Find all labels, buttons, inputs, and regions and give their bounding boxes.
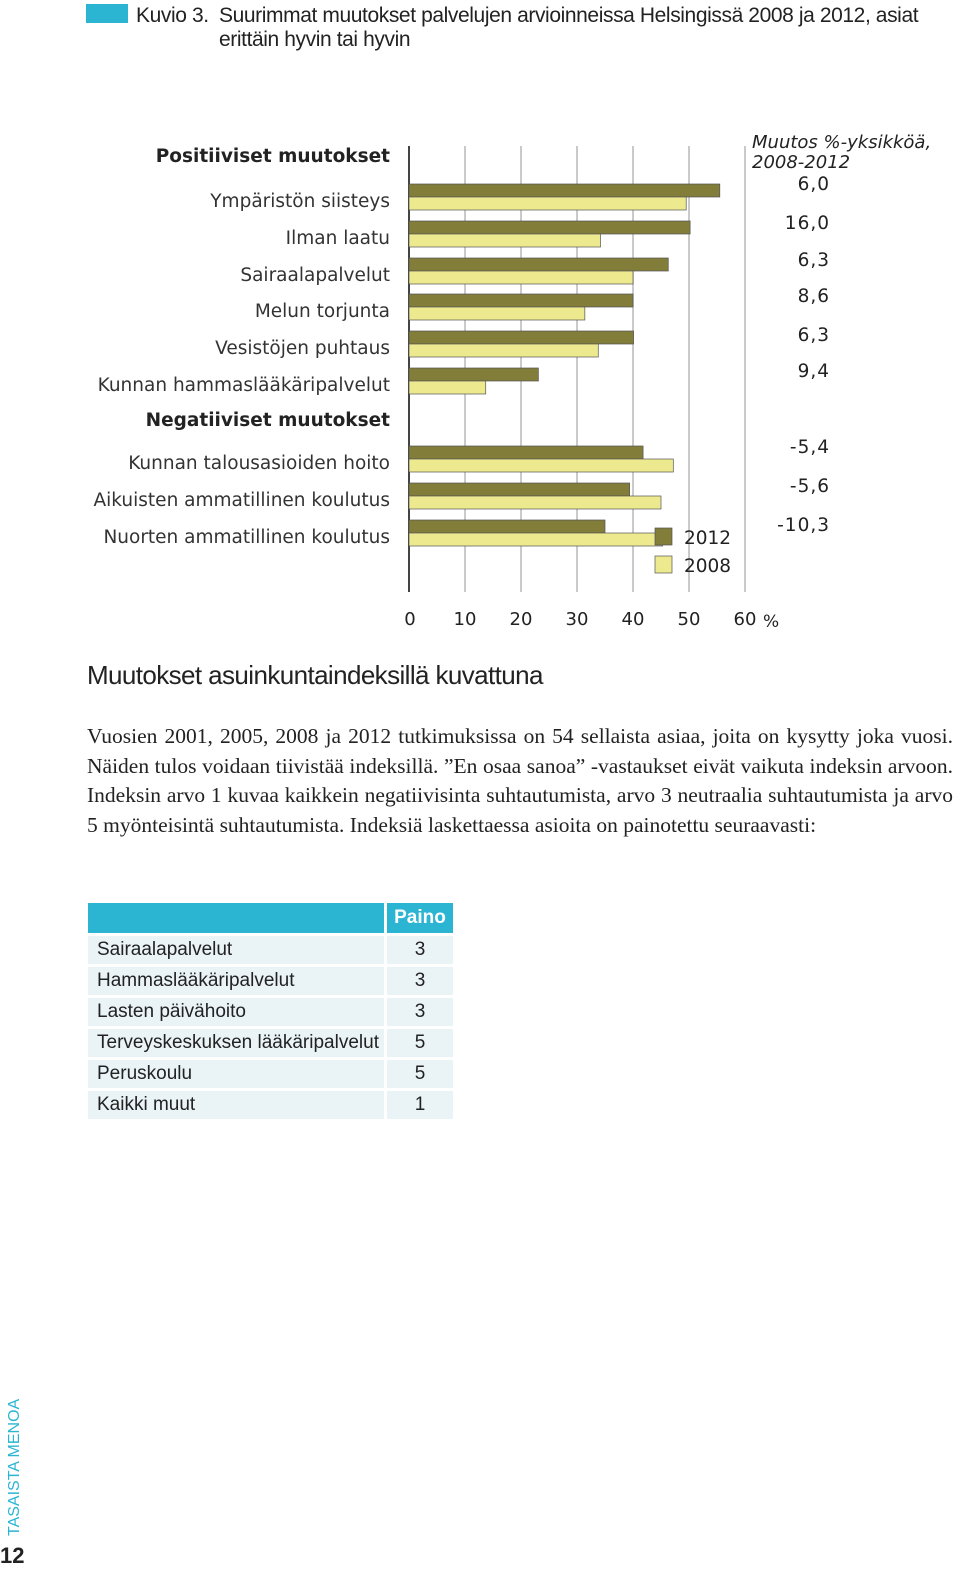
row-name: Hammaslääkäripalvelut: [88, 967, 384, 995]
category-label: Aikuisten ammatillinen koulutus: [93, 490, 390, 511]
table-row: [88, 936, 453, 964]
page-number: 12: [0, 1543, 25, 1568]
row-name: Sairaalapalvelut: [88, 936, 384, 964]
side-label-text: TASAISTA MENOA: [6, 1398, 23, 1536]
group-header: Positiiviset muutokset: [155, 146, 390, 167]
row-weight: 3: [384, 967, 453, 995]
category-label: Ilman laatu: [285, 228, 390, 249]
bar-2008: [409, 197, 686, 210]
change-label: 8,6: [797, 286, 830, 307]
bar-2012: [409, 446, 643, 459]
x-tick-label: 0: [404, 609, 416, 630]
bar-2008: [409, 533, 663, 546]
bar-2008: [409, 459, 673, 472]
bar-2012: [409, 294, 633, 307]
row-weight: 5: [384, 1029, 453, 1057]
change-label: 6,3: [797, 325, 830, 346]
change-label: 16,0: [784, 213, 830, 234]
bar-2012: [409, 184, 720, 197]
bar-2012: [409, 258, 668, 271]
section-heading: Muutokset asuinkuntaindeksillä kuvattuna: [87, 660, 543, 690]
change-label: 9,4: [797, 361, 830, 382]
row-name: Lasten päivähoito: [88, 998, 384, 1026]
bar-2012: [409, 331, 634, 344]
weights-weight-header: Paino: [384, 903, 453, 933]
row-name: Kaikki muut: [88, 1091, 384, 1119]
legend-label-2012: 2012: [684, 528, 732, 549]
x-tick-label: 20: [509, 609, 533, 630]
category-label: Kunnan hammaslääkäripalvelut: [97, 375, 390, 396]
bar-2012: [409, 520, 605, 533]
table-row: [88, 998, 453, 1026]
side-section-label: [3, 1398, 27, 1540]
x-tick-label: 30: [565, 609, 589, 630]
category-label: Melun torjunta: [254, 301, 390, 322]
group-header: Negatiiviset muutokset: [145, 410, 390, 431]
figure-marker: [86, 4, 128, 23]
figure-number: Kuvio 3.: [136, 4, 209, 27]
row-name: Terveyskeskuksen lääkäripalvelut: [88, 1029, 384, 1057]
change-label: 6,3: [797, 250, 830, 271]
table-row: [88, 1091, 453, 1119]
bar-2008: [409, 271, 633, 284]
x-tick-label: 40: [621, 609, 645, 630]
row-name: Peruskoulu: [88, 1060, 384, 1088]
change-label: -5,4: [789, 437, 830, 458]
change-header: Muutos %-yksikköä,: [752, 132, 932, 153]
change-header: 2008-2012: [752, 152, 851, 173]
bar-2008: [409, 496, 661, 509]
bar-2008: [409, 381, 486, 394]
change-label: -10,3: [777, 515, 830, 536]
bar-2012: [409, 483, 630, 496]
row-weight: 5: [384, 1060, 453, 1088]
change-label: 6,0: [797, 174, 830, 195]
section-paragraph: Vuosien 2001, 2005, 2008 ja 2012 tutkimuksissa on 54 sellaista asiaa, joita on kysytty joka vuosi. Näiden tulos voidaan tiivistää indeksillä. ”En osaa sanoa” -vastaukset eivät vaikuta indeksin arvoon. Indeksin arvo 1 kuvaa kaikkein negatiivisinta suhtautumista, arvo 3 neutraalia suhtautumista ja arvo 5 myönteisintä suhtautumista. Indeksiä laskettaessa asioita on painotettu seuraavasti:: [87, 724, 953, 837]
row-weight: 3: [384, 998, 453, 1026]
x-tick-label: 50: [677, 609, 701, 630]
category-label: Nuorten ammatillinen koulutus: [103, 527, 390, 548]
bar-2008: [409, 234, 601, 247]
x-axis-unit: %: [763, 612, 780, 632]
bar-chart: [0, 120, 960, 640]
category-label: Ympäristön siisteys: [210, 191, 390, 212]
x-tick-label: 60: [733, 609, 757, 630]
change-label: -5,6: [789, 476, 830, 497]
legend-swatch-2008: [655, 556, 672, 573]
legend-swatch-2012: [655, 528, 672, 545]
category-label: Sairaalapalvelut: [240, 265, 390, 286]
weights-name-header: [88, 903, 384, 933]
bar-2008: [409, 344, 598, 357]
table-row: [88, 1060, 453, 1088]
row-weight: 3: [384, 936, 453, 964]
bar-2012: [409, 221, 690, 234]
table-row: [88, 1029, 453, 1057]
category-label: Vesistöjen puhtaus: [215, 338, 390, 359]
bar-2012: [409, 368, 538, 381]
category-label: Kunnan talousasioiden hoito: [128, 453, 390, 474]
legend-label-2008: 2008: [684, 556, 732, 577]
bar-2008: [409, 307, 585, 320]
row-weight: 1: [384, 1091, 453, 1119]
x-tick-label: 10: [453, 609, 477, 630]
weights-table: [88, 900, 453, 1122]
figure-title: Suurimmat muutokset palvelujen arvioinneissa Helsingissä 2008 ja 2012, asiat erittäin hyvin tai hyvin: [219, 4, 919, 51]
table-row: [88, 967, 453, 995]
weights-table-header: [88, 903, 453, 933]
